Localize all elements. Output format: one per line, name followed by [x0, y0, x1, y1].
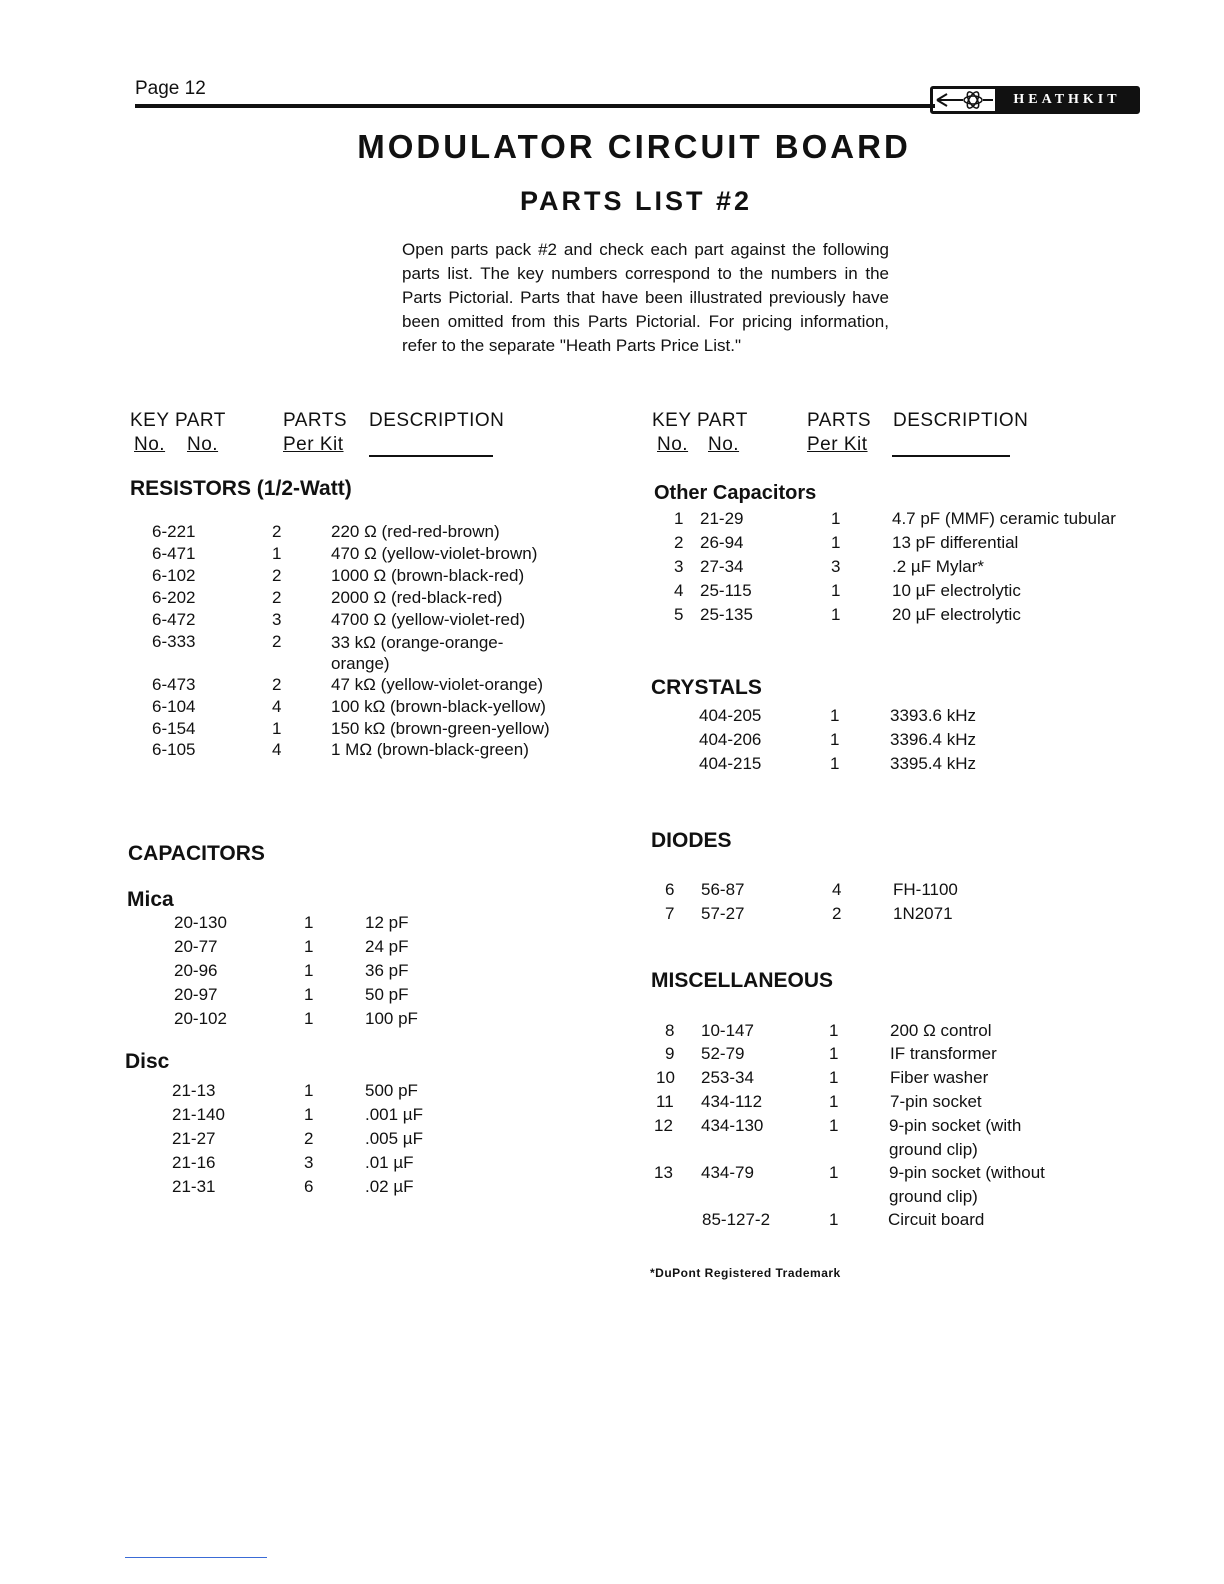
mica-qty: 1 [304, 937, 314, 956]
misc-qty: 1 [829, 1044, 839, 1063]
page-title: MODULATOR CIRCUIT BOARD [357, 128, 911, 165]
resistor-description: 47 kΩ (yellow-violet-orange) [331, 675, 544, 694]
other-cap-part-no: 27-34 [700, 557, 744, 576]
misc-key-no: 8 [665, 1021, 675, 1040]
misc-qty: 1 [829, 1116, 839, 1135]
misc-part-no: 10-147 [701, 1021, 754, 1040]
mica-qty: 1 [304, 985, 314, 1004]
logo-emblem-icon [933, 89, 997, 111]
other-cap-part-no: 25-135 [700, 605, 753, 624]
misc-part-no: 253-34 [701, 1068, 754, 1087]
crystal-description: 3393.6 kHz [890, 706, 976, 725]
diode-key-no: 7 [665, 904, 675, 923]
resistor-part-no: 6-473 [152, 675, 196, 694]
crystal-description: 3395.4 kHz [890, 754, 976, 773]
misc-part-no: 434-112 [701, 1092, 763, 1111]
resistor-qty: 3 [272, 610, 282, 629]
resistor-part-no: 6-333 [152, 632, 196, 651]
misc-key-no: 12 [654, 1116, 673, 1135]
resistor-description: 150 kΩ (brown-green-yellow) [331, 719, 550, 738]
resistor-part-no: 6-472 [152, 610, 196, 629]
mica-description: 100 pF [365, 1009, 418, 1028]
resistor-part-no: 6-471 [152, 544, 196, 563]
disc-part-no: 21-140 [172, 1105, 225, 1124]
misc-description: Circuit board [888, 1210, 985, 1229]
disc-description: .02 µF [365, 1177, 414, 1196]
crystal-description: 3396.4 kHz [890, 730, 976, 749]
crystal-part-no: 404-206 [699, 730, 762, 749]
diode-description: 1N2071 [893, 904, 953, 923]
disc-qty: 1 [304, 1081, 314, 1100]
other-cap-qty: 1 [831, 581, 841, 600]
disc-qty: 6 [304, 1177, 314, 1196]
diode-qty: 4 [832, 880, 842, 899]
misc-part-no: 434-130 [701, 1116, 764, 1135]
left-header-part-no: No. [187, 434, 219, 455]
disc-description: .01 µF [365, 1153, 414, 1172]
other-cap-qty: 1 [831, 509, 841, 528]
crystal-part-no: 404-205 [699, 706, 762, 725]
right-header-part-no: No. [708, 434, 740, 455]
misc-key-no: 10 [656, 1068, 675, 1087]
resistor-qty: 2 [272, 588, 282, 607]
misc-description: 9-pin socket (without ground clip) [889, 1163, 1045, 1206]
right-header-key-no: No. [657, 434, 689, 455]
crystal-part-no: 404-215 [699, 754, 762, 773]
right-header-key-part: KEY PART [652, 410, 748, 431]
logo-wordmark: HEATHKIT [997, 89, 1137, 111]
resistor-description: 220 Ω (red-red-brown) [331, 522, 500, 541]
other-cap-description: 13 pF differential [892, 533, 1019, 552]
footnote-trademark: *DuPont Registered Trademark [650, 1266, 841, 1280]
mica-part-no: 20-96 [174, 961, 218, 980]
mica-part-no: 20-130 [174, 913, 227, 932]
section-heading-crystals: CRYSTALS [651, 676, 762, 699]
heathkit-logo [930, 86, 1140, 114]
mica-qty: 1 [304, 913, 314, 932]
disc-part-no: 21-13 [172, 1081, 216, 1100]
resistor-qty: 1 [272, 544, 282, 563]
mica-description: 12 pF [365, 913, 409, 932]
disc-part-no: 21-31 [172, 1177, 216, 1196]
left-header-description: DESCRIPTION [369, 410, 505, 431]
other-cap-key-no: 5 [674, 605, 684, 624]
subsection-heading-disc: Disc [125, 1050, 170, 1073]
resistor-qty: 2 [272, 675, 282, 694]
diode-part-no: 57-27 [701, 904, 745, 923]
misc-part-no: 434-79 [701, 1163, 754, 1182]
disc-part-no: 21-16 [172, 1153, 216, 1172]
mica-description: 36 pF [365, 961, 409, 980]
other-cap-part-no: 21-29 [700, 509, 744, 528]
misc-description: IF transformer [890, 1044, 997, 1063]
other-cap-description: 10 µF electrolytic [892, 581, 1021, 600]
diode-part-no: 56-87 [701, 880, 745, 899]
misc-description: 9-pin socket (with ground clip) [889, 1116, 1022, 1159]
resistor-part-no: 6-105 [152, 740, 196, 759]
misc-qty: 1 [829, 1021, 839, 1040]
right-header-description: DESCRIPTION [893, 410, 1029, 431]
page-number: Page 12 [135, 78, 206, 99]
other-cap-qty: 3 [831, 557, 841, 576]
resistor-qty: 4 [272, 697, 282, 716]
section-heading-capacitors: CAPACITORS [128, 842, 265, 865]
disc-part-no: 21-27 [172, 1129, 216, 1148]
resistor-qty: 1 [272, 719, 282, 738]
other-cap-key-no: 4 [674, 581, 684, 600]
misc-part-no: 52-79 [701, 1044, 745, 1063]
resistor-part-no: 6-221 [152, 522, 196, 541]
crystal-qty: 1 [830, 754, 840, 773]
other-cap-qty: 1 [831, 605, 841, 624]
misc-qty: 1 [829, 1092, 839, 1111]
resistor-qty: 2 [272, 566, 282, 585]
misc-description: 7-pin socket [890, 1092, 982, 1111]
other-cap-part-no: 25-115 [700, 581, 752, 600]
resistor-part-no: 6-202 [152, 588, 196, 607]
resistor-description: 100 kΩ (brown-black-yellow) [331, 697, 546, 716]
right-header-description-rule [892, 455, 1010, 457]
misc-qty: 1 [829, 1210, 839, 1229]
left-header-per-kit: Per Kit [283, 434, 344, 455]
left-header-key-no: No. [134, 434, 166, 455]
resistor-qty: 2 [272, 522, 282, 541]
section-heading-miscellaneous: MISCELLANEOUS [651, 969, 834, 992]
mica-part-no: 20-97 [174, 985, 218, 1004]
right-header-parts: PARTS [807, 410, 872, 431]
diode-description: FH-1100 [893, 880, 958, 899]
misc-part-no: 85-127-2 [702, 1210, 771, 1229]
section-heading-other-capacitors: Other Capacitors [654, 482, 817, 504]
header-rule [135, 104, 935, 108]
diode-qty: 2 [832, 904, 842, 923]
mica-part-no: 20-77 [174, 937, 218, 956]
disc-description: .005 µF [365, 1129, 423, 1148]
resistor-description: 33 kΩ (orange-orange-orange) [331, 633, 504, 673]
subsection-heading-mica: Mica [127, 888, 174, 911]
other-cap-part-no: 26-94 [700, 533, 744, 552]
misc-key-no: 13 [654, 1163, 673, 1182]
disc-qty: 1 [304, 1105, 314, 1124]
disc-description: 500 pF [365, 1081, 418, 1100]
disc-description: .001 µF [365, 1105, 423, 1124]
diode-key-no: 6 [665, 880, 675, 899]
misc-key-no: 11 [656, 1092, 674, 1111]
other-cap-qty: 1 [831, 533, 841, 552]
mica-description: 24 pF [365, 937, 409, 956]
mica-part-no: 20-102 [174, 1009, 227, 1028]
mica-qty: 1 [304, 961, 314, 980]
mica-description: 50 pF [365, 985, 409, 1004]
other-cap-key-no: 2 [674, 533, 684, 552]
other-cap-key-no: 1 [674, 509, 684, 528]
other-cap-description: 20 µF electrolytic [892, 605, 1021, 624]
resistor-description: 1000 Ω (brown-black-red) [331, 566, 525, 585]
resistor-part-no: 6-154 [152, 719, 196, 738]
resistor-description: 4700 Ω (yellow-violet-red) [331, 610, 526, 629]
left-header-key-part: KEY PART [130, 410, 226, 431]
misc-qty: 1 [829, 1163, 839, 1182]
resistor-qty: 2 [272, 632, 282, 651]
disc-qty: 3 [304, 1153, 314, 1172]
resistor-part-no: 6-102 [152, 566, 196, 585]
other-cap-description: 4.7 pF (MMF) ceramic tubular [892, 509, 1116, 528]
misc-qty: 1 [829, 1068, 839, 1087]
other-cap-description: .2 µF Mylar* [892, 557, 984, 576]
resistor-description: 1 MΩ (brown-black-green) [331, 740, 529, 759]
misc-description: 200 Ω control [890, 1021, 992, 1040]
mica-qty: 1 [304, 1009, 314, 1028]
right-header-per-kit: Per Kit [807, 434, 868, 455]
resistor-part-no: 6-104 [152, 697, 196, 716]
left-header-description-rule [369, 455, 493, 457]
misc-key-no: 9 [665, 1044, 675, 1063]
other-cap-key-no: 3 [674, 557, 684, 576]
bottom-rule [125, 1557, 267, 1558]
section-heading-diodes: DIODES [651, 829, 732, 852]
disc-qty: 2 [304, 1129, 314, 1148]
page-subtitle: PARTS LIST #2 [519, 186, 753, 216]
resistor-description: 2000 Ω (red-black-red) [331, 588, 503, 607]
resistor-qty: 4 [272, 740, 282, 759]
intro-paragraph: Open parts pack #2 and check each part against the following parts list. The key numbers correspond to the numbers in the Parts Pictorial. Parts that have been illustrated previously have been omitted from this Parts Pictorial. For pricing information, refer to the separate "Heath Parts Price List." [402, 240, 889, 355]
crystal-qty: 1 [830, 706, 840, 725]
crystal-qty: 1 [830, 730, 840, 749]
misc-description: Fiber washer [890, 1068, 989, 1087]
left-header-parts: PARTS [283, 410, 348, 431]
section-heading-resistors: RESISTORS (1/2-Watt) [130, 477, 352, 500]
resistor-description: 470 Ω (yellow-violet-brown) [331, 544, 538, 563]
